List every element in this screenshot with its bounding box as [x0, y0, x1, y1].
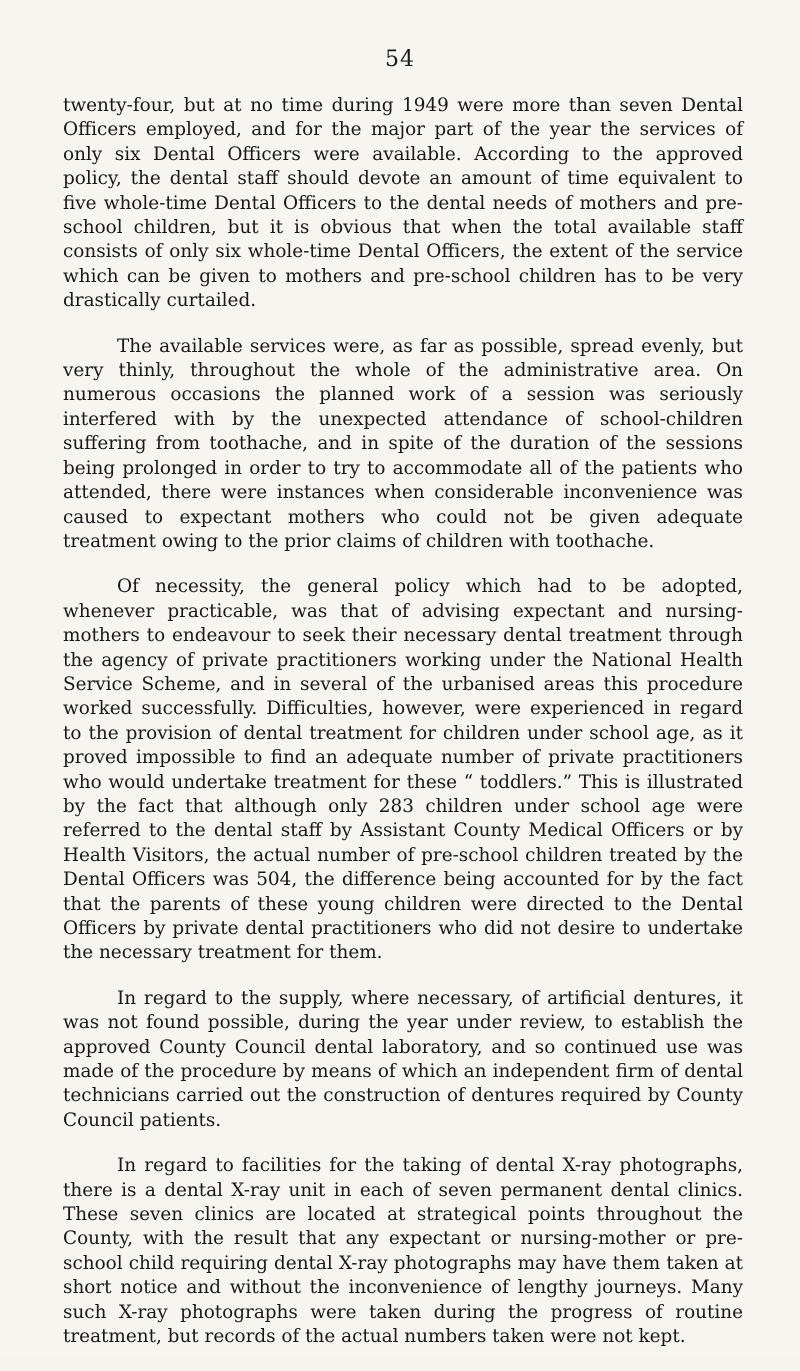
paragraph-xray-facilities: In regard to facilities for the taking of dental X-ray photographs, there is a dental X-ray unit in each of seven permanent dental clinics. These seven clinics are located at strategical points throughout the County, with the result that any expectant or nursing-mother or pre-school child requiring dental X-ray photographs may have them taken at short notice and without the inconvenience of lengthy journeys. Many such X-ray photographs were taken during the progress of routine treatment, but records of the actual numbers taken were not kept. — [63, 1155, 743, 1348]
paragraph-artificial-dentures: In regard to the supply, where necessary, of artificial dentures, it was not found possible, during the year under review, to establish the approved County Council dental laboratory, and so continued use was made of the procedure by means of which an independent firm of dental technicians carried out the construction of dentures required by County Council patients. — [63, 987, 743, 1131]
paragraph-general-policy: Of necessity, the general policy which had to be adopted, whenever practicable, was that of advising expectant and nursing-mothers to endeavour to seek their necessary dental treatment through the agency of private practitioners working under the National Health Service Scheme, and in several of the urbanised areas this procedure worked successfully. Difficulties, however, were experienced in regard to the provision of dental treatment for children under school age, as it proved impossible to find an adequate number of private practitioners who would undertake treatment for these “ toddlers.” This is illustrated by the fact that although only 283 children under school age were referred to the dental staff by Assistant County Medical Officers or by Health Visitors, the actual number of pre-school children treated by the Dental Officers was 504, the difference being accounted for by the fact that the parents of these young children were directed to the Dental Officers by private dental practitioners who did not desire to undertake the necessary treatment for them. — [63, 576, 743, 964]
page-number: 54 — [385, 47, 415, 72]
paragraph-continuation: twenty-four, but at no time during 1949 were more than seven Dental Officers employed, and for the major part of the year the services of only six Dental Officers were available. According to the approved policy, the dental staff should devote an amount of time equivalent to five whole-time Dental Officers to the dental needs of mothers and pre-school children, but it is obvious that when the total available staff consists of only six whole-time Dental Officers, the extent of the service which can be given to mothers and pre-school children has to be very drastically curtailed. — [63, 95, 743, 312]
paragraph-available-services: The available services were, as far as possible, spread evenly, but very thinly, throughout the whole of the administrative area. On numerous occasions the planned work of a session was seriously interfered with by the unexpected attendance of school-children suffering from toothache, and in spite of the duration of the sessions being prolonged in order to try to accommodate all of the patients who attended, there were instances when considerable inconvenience was caused to expectant mothers who could not be given adequate treatment owing to the prior claims of children with toothache. — [63, 335, 743, 552]
body-text — [63, 94, 743, 1371]
